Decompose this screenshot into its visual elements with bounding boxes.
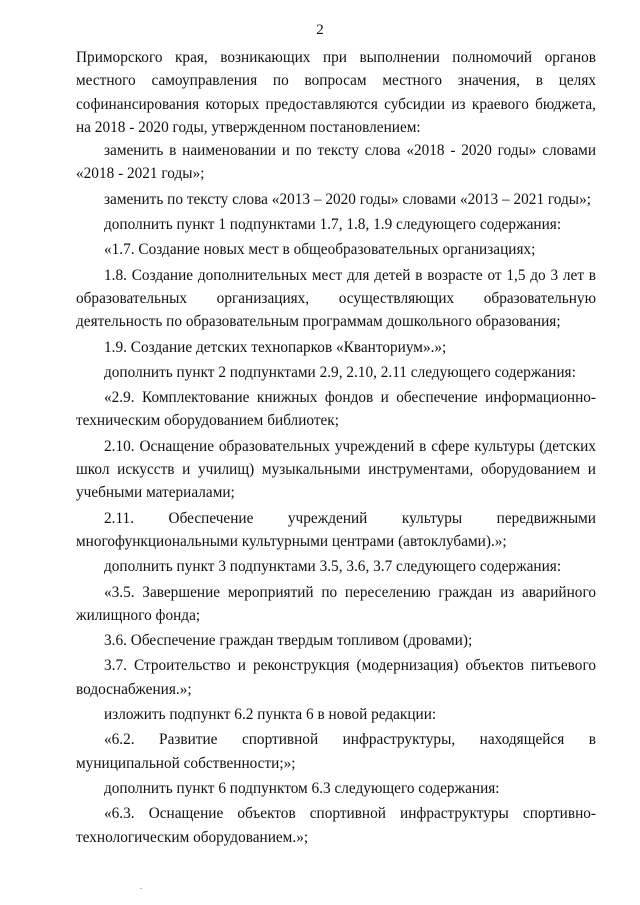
- paragraph: дополнить пункт 6 подпунктом 6.3 следующего содержания:: [104, 779, 500, 797]
- document-body: [76, 46, 596, 849]
- paragraph: Приморского края, возникающих при выполнении полномочий органов местного самоуправления по вопросам местного значения, в целях софинансирования которых предоставляются субсидии из краевого бюджета, на 2018 - 2020 годы, утвержденном постановлением:: [76, 49, 596, 136]
- scan-mark: [140, 888, 142, 889]
- paragraph: 3.6. Обеспечение граждан твердым топливом (дровами);: [104, 632, 473, 650]
- paragraph: 2.10. Оснащение образовательных учреждений в сфере культуры (детских школ искусств и училищ) музыкальными инструментами, оборудованием и учебными материалами;: [76, 437, 596, 502]
- paragraph: «2.9. Комплектование книжных фондов и обеспечение информационно-техническим оборудованием библиотек;: [76, 389, 596, 430]
- paragraph: 2.11. Обеспечение учреждений культуры передвижными многофункциональными культурными центрами (автоклубами).»;: [76, 509, 596, 550]
- paragraph: дополнить пункт 3 подпунктами 3.5, 3.6, 3.7 следующего содержания:: [104, 558, 562, 576]
- paragraph: «3.5. Завершение мероприятий по переселению граждан из аварийного жилищного фонда;: [76, 583, 596, 624]
- paragraph: 1.9. Создание детских технопарков «Кванториум».»;: [104, 338, 447, 356]
- paragraph: «6.2. Развитие спортивной инфраструктуры, находящейся в муниципальной собственности;»;: [76, 731, 596, 772]
- paragraph: дополнить пункт 2 подпунктами 2.9, 2.10, 2.11 следующего содержания:: [104, 363, 576, 381]
- paragraph: изложить подпункт 6.2 пункта 6 в новой редакции:: [104, 706, 437, 724]
- page-number: 2: [316, 22, 324, 38]
- paragraph: заменить по тексту слова «2013 – 2020 годы» словами «2013 – 2021 годы»;: [104, 190, 591, 208]
- paragraph: «1.7. Создание новых мест в общеобразовательных организациях;: [104, 241, 536, 259]
- paragraph: «6.3. Оснащение объектов спортивной инфраструктуры спортивно-технологическим оборудованием.»;: [76, 805, 596, 846]
- paragraph: заменить в наименовании и по тексту слова «2018 - 2020 годы» словами «2018 - 2021 годы»;: [76, 142, 596, 183]
- paragraph: 3.7. Строительство и реконструкция (модернизация) объектов питьевого водоснабжения.»;: [76, 657, 596, 698]
- paragraph: дополнить пункт 1 подпунктами 1.7, 1.8, 1.9 следующего содержания:: [104, 216, 562, 234]
- paragraph: 1.8. Создание дополнительных мест для детей в возрасте от 1,5 до 3 лет в образовательных организациях, осуществляющих образовательную деятельность по образовательным программам дошкольного образования;: [76, 266, 596, 331]
